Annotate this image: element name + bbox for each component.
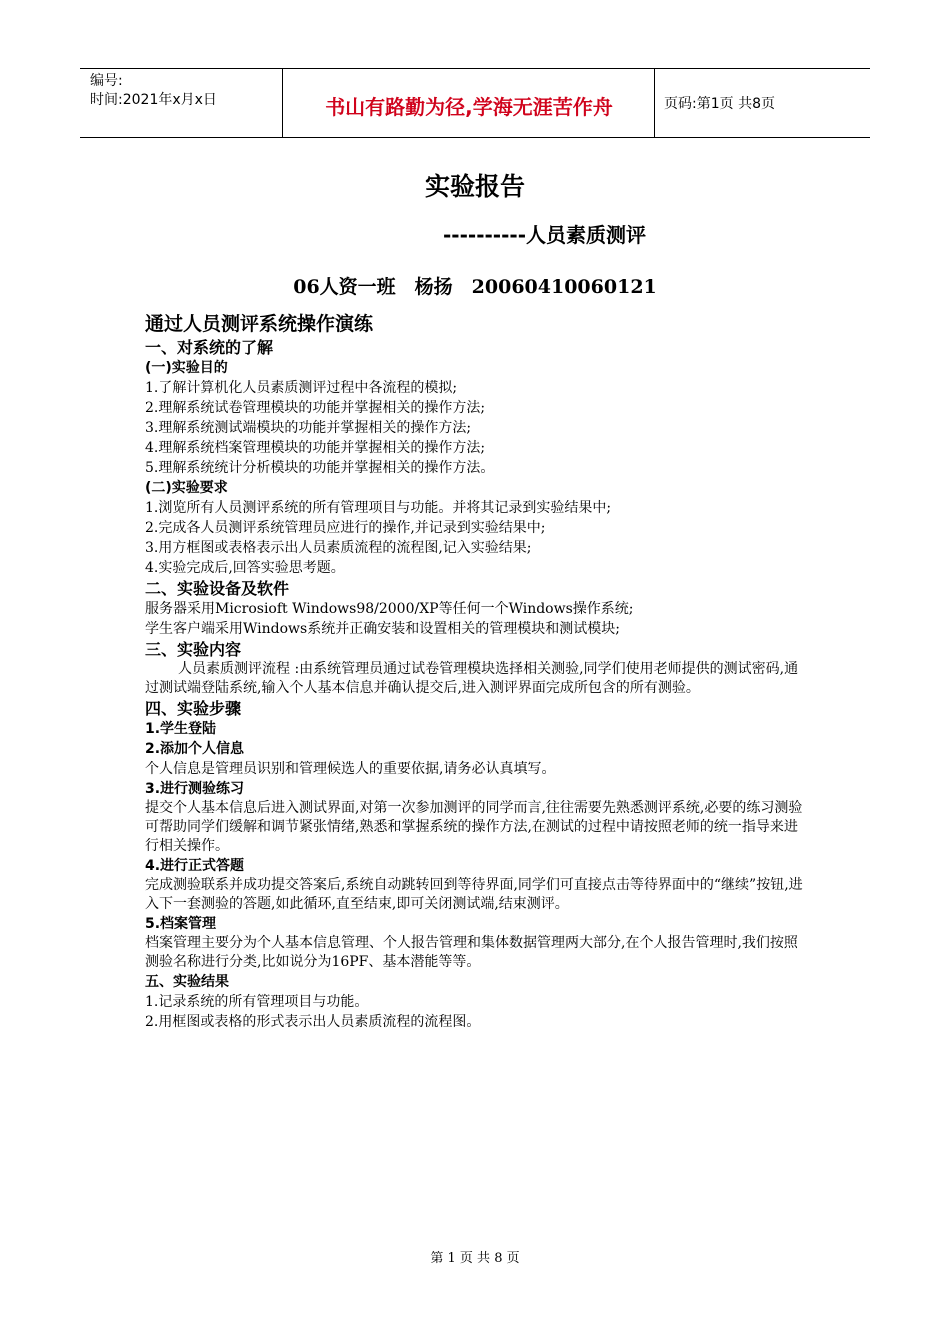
number-label: 编号: bbox=[90, 73, 123, 89]
step-text: 提交个人基本信息后进入测试界面,对第一次参加测评的同学而言,往往需要先熟悉测评系统,必要的练习测验可帮助同学们缓解和调节紧张情绪,熟悉和掌握系统的操作方法,在测试的过程中请按照老师的统一指导来进行相关操作。 bbox=[145, 800, 803, 854]
goal-item: 1.了解计算机化人员素质测评过程中各流程的模拟; bbox=[145, 380, 458, 396]
s2-heading: 二、实验设备及软件 bbox=[145, 579, 290, 598]
section-title: 通过人员测评系统操作演练 bbox=[145, 313, 374, 335]
author-line: 06人资一班 杨扬 20060410060121 bbox=[293, 276, 657, 298]
header-divider bbox=[654, 69, 655, 137]
equipment-line: 服务器采用Microsioft Windows98/2000/XP等任何一个Windows操作系统; bbox=[145, 601, 634, 617]
req-item: 1.浏览所有人员测评系统的所有管理项目与功能。并将其记录到实验结果中; bbox=[145, 500, 612, 516]
step-text: 完成测验联系并成功提交答案后,系统自动跳转回到等待界面,同学们可直接点击等待界面中的“继续”按钮,进入下一套测验的答题,如此循环,直至结束,即可关闭测试端,结束测评。 bbox=[145, 877, 803, 912]
req-item: 2.完成各人员测评系统管理员应进行的操作,并记录到实验结果中; bbox=[145, 520, 546, 536]
s4-heading: 四、实验步骤 bbox=[145, 699, 242, 718]
step-heading: 2.添加个人信息 bbox=[145, 741, 245, 757]
s1-sub2: (二)实验要求 bbox=[145, 480, 228, 496]
s3-heading: 三、实验内容 bbox=[145, 640, 242, 659]
equipment-line: 学生客户端采用Windows系统并正确安装和设置相关的管理模块和测试模块; bbox=[145, 621, 620, 637]
step-text: 档案管理主要分为个人基本信息管理、个人报告管理和集体数据管理两大部分,在个人报告管理时,我们按照测验名称进行分类,比如说分为16PF、基本潜能等等。 bbox=[145, 935, 798, 970]
goal-item: 3.理解系统测试端模块的功能并掌握相关的操作方法; bbox=[145, 420, 472, 436]
doc-subtitle: ----------人员素质测评 bbox=[443, 223, 647, 247]
step-text: 个人信息是管理员识别和管理候选人的重要依据,请务必认真填写。 bbox=[145, 761, 556, 777]
step-heading: 4.进行正式答题 bbox=[145, 858, 245, 874]
header-meta bbox=[90, 72, 217, 110]
goal-item: 4.理解系统档案管理模块的功能并掌握相关的操作方法; bbox=[145, 440, 486, 456]
step-heading: 1.学生登陆 bbox=[145, 721, 217, 737]
header-page-info: 页码:第1页 共8页 bbox=[664, 96, 775, 112]
s1-sub1: (一)实验目的 bbox=[145, 360, 228, 376]
s1-heading: 一、对系统的了解 bbox=[145, 338, 274, 357]
result-item: 2.用框图或表格的形式表示出人员素质流程的流程图。 bbox=[145, 1014, 481, 1030]
step-heading: 5.档案管理 bbox=[145, 916, 217, 932]
req-item: 4.实验完成后,回答实验思考题。 bbox=[145, 560, 345, 576]
step-heading: 3.进行测验练习 bbox=[145, 781, 245, 797]
time-label: 时间:2021年x月x日 bbox=[90, 92, 217, 108]
result-item: 1.记录系统的所有管理项目与功能。 bbox=[145, 994, 369, 1010]
goal-item: 2.理解系统试卷管理模块的功能并掌握相关的操作方法; bbox=[145, 400, 486, 416]
s3-paragraph: 人员素质测评流程 :由系统管理员通过试卷管理模块选择相关测验,同学们使用老师提供的测试密码,通过测试端登陆系统,输入个人基本信息并确认提交后,进入测评界面完成所包含的所有测验。 bbox=[145, 661, 799, 696]
doc-body bbox=[145, 311, 810, 1032]
req-item: 3.用方框图或表格表示出人员素质流程的流程图,记入实验结果; bbox=[145, 540, 532, 556]
doc-title: 实验报告 bbox=[424, 172, 525, 201]
page-footer: 第 1 页 共 8 页 bbox=[430, 1251, 520, 1266]
page-header bbox=[80, 68, 870, 138]
header-motto: 书山有路勤为径,学海无涯苦作舟 bbox=[325, 95, 613, 119]
s5-heading: 五、实验结果 bbox=[145, 974, 229, 990]
goal-item: 5.理解系统统计分析模块的功能并掌握相关的操作方法。 bbox=[145, 460, 495, 476]
